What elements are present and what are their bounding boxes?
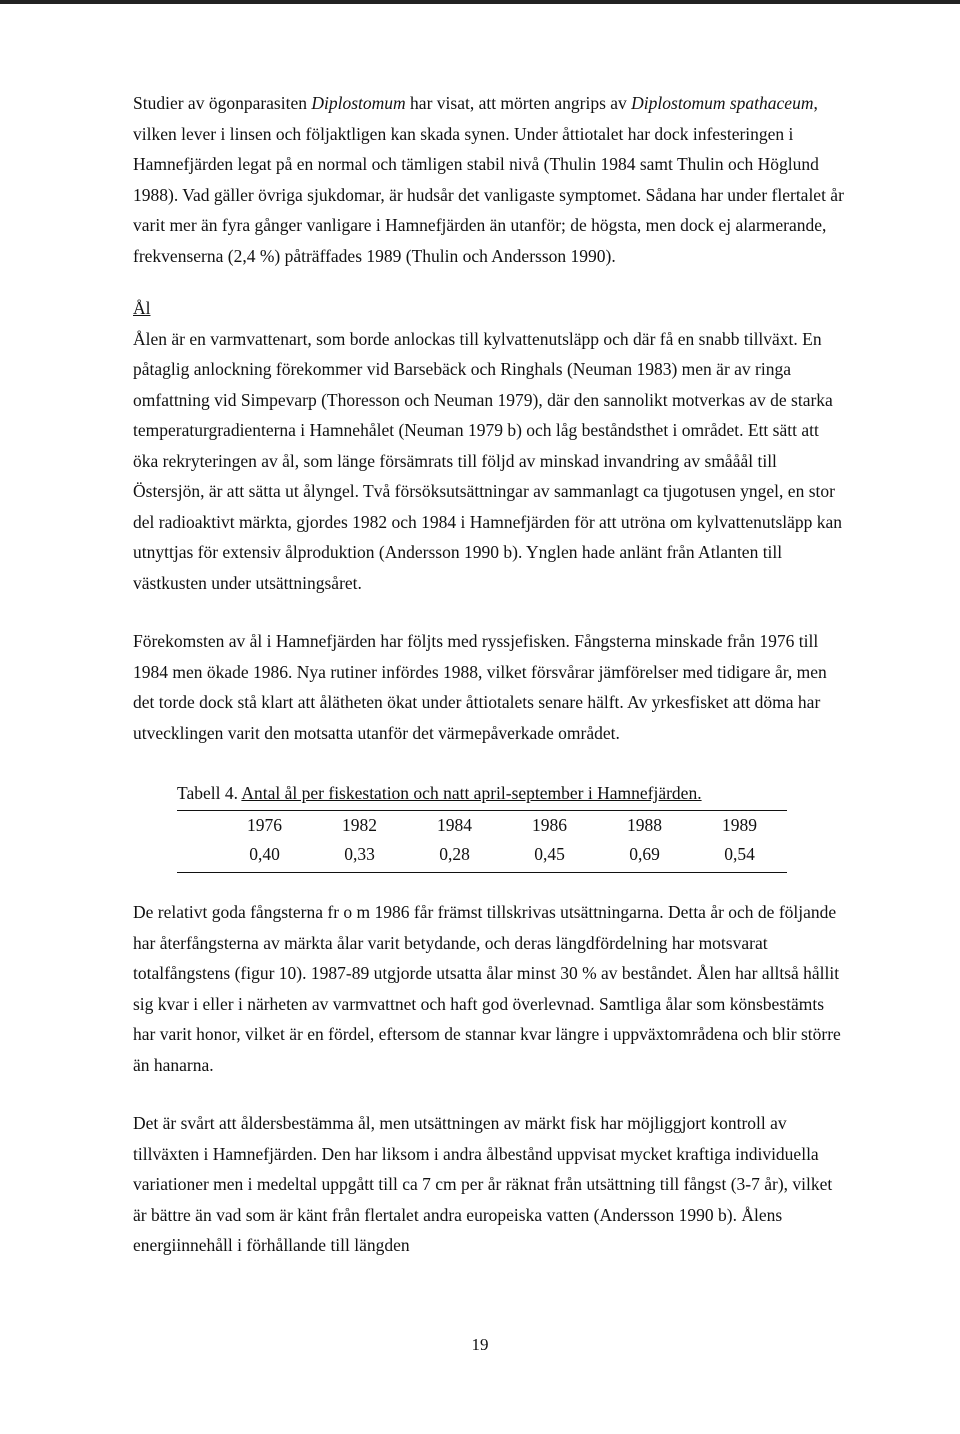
table-caption: [177, 778, 787, 811]
page-body: [133, 88, 845, 1261]
paragraph-recaptures: De relativt goda fångsterna fr o m 1986 får främst tillskrivas utsättningarna. Detta år och de följande har återfångsterna av märkta ålar varit betydande, och deras längdfördelning har motsvarat totalfångstens (figur 10). 1987-89 utgjorde utsatta ålar minst 30 % av beståndet. Ålen har alltså hållit sig kvar i eller i närheten av varmvattnet och haft god överlevnad. Samtliga ålar som könsbestämts har varit honor, vilket är en fördel, eftersom de stannar kvar längre i uppväxtområdena och blir större än hanarna.: [133, 902, 841, 1075]
paragraph-al-intro: Ålen är en varmvattenart, som borde anlockas till kylvattenutsläpp och där få en snabb tillväxt. En påtaglig anlockning förekommer vid Barsebäck och Ringhals (Neuman 1983) men är av ringa omfattning vid Simpevarp (Thoresson och Neuman 1979), där den sannolikt motverkas av de starka temperaturgradienterna i Hamnehålet (Neuman 1979 b) och låg beståndsthet i området. Ett sätt att öka rekryteringen av ål, som länge försämrats till följd av minskad invandring av smååål till Östersjön, är att sätta ut ålyngel. Två försöksutsättningar av sammanlagt ca tjugotusen yngel, en stor del radioaktivt märkta, gjordes 1982 och 1984 i Hamnefjärden för att utröna om kylvattenutsläpp kan utnyttjas för extensiv ålproduktion (Andersson 1990 b). Ynglen hade anlänt från Atlanten till västkusten under utsättningsåret.: [133, 328, 843, 593]
text-run: Studier av ögonparasiten: [133, 93, 312, 113]
table-cell: 0,45: [534, 844, 565, 864]
top-border: [0, 0, 960, 4]
table-cell: 1988: [627, 815, 662, 835]
paragraph-al-catches: Förekomsten av ål i Hamnefjärden har följts med ryssjefisken. Fångsterna minskade från 1976 till 1984 men ökade 1986. Nya rutiner infördes 1988, vilket försvårar jämförelser med tidigare år, men det torde dock stå klart att ålätheten ökat under åttiotalets senare hälft. Av yrkesfisket att döma har utvecklingen varit den motsatta utanför det värmepåverkade området.: [133, 631, 827, 743]
table-cell: 1982: [342, 815, 377, 835]
table-cell: 1976: [247, 815, 282, 835]
page-number: 19: [471, 1335, 489, 1354]
table-cell: 1986: [532, 815, 567, 835]
table-label: Tabell 4.: [177, 783, 242, 803]
table-cell: 1984: [437, 815, 472, 835]
table-row-values: [177, 840, 787, 873]
table-cell: 0,33: [344, 844, 375, 864]
species-name: Diplostomum: [311, 93, 406, 113]
section-heading-al: Ål: [133, 298, 151, 318]
table-cell: 0,28: [439, 844, 470, 864]
table-cell: 0,54: [724, 844, 755, 864]
table-title: Antal ål per fiskestation och natt april-september i Hamnefjärden.: [241, 783, 702, 803]
text-run: , vilken lever i linsen och följaktligen kan skada synen. Under åttiotalet har dock infesteringen i Hamnefjärden legat på en normal och tämligen stabil nivå (Thulin 1984 samt Thulin och Höglund 1988). Vad gäller övriga sjukdomar, är hudsår det vanligaste symptomet. Sådana har under flertalet år varit mer än fyra gånger vanligare i Hamnefjärden än utanför; de högsta, men dock ej alarmerande, frekvenserna (2,4 %) påträffades 1989 (Thulin och Andersson 1990).: [133, 93, 844, 266]
table-4: [177, 778, 787, 873]
table-cell: 0,40: [249, 844, 280, 864]
text-run: har visat, att mörten angrips av: [405, 93, 632, 113]
table-cell: 0,69: [629, 844, 660, 864]
species-name: Diplostomum spathaceum: [631, 93, 814, 113]
paragraph-growth: Det är svårt att åldersbestämma ål, men utsättningen av märkt fisk har möjliggjort kontroll av tillväxten i Hamnefjärden. Den har liksom i andra ålbestånd uppvisat mycket kraftiga individuella variationer men i medeltal uppgått till ca 7 cm per år räknat från utsättning till fångst (3-7 år), vilket är bättre än vad som är känt från flertalet andra europeiska vatten (Andersson 1990 b). Ålens energiinnehåll i förhållande till längden: [133, 1113, 833, 1255]
table-row-years: [177, 811, 787, 840]
paragraph-diplostomum: [133, 88, 845, 271]
table-cell: 1989: [722, 815, 757, 835]
